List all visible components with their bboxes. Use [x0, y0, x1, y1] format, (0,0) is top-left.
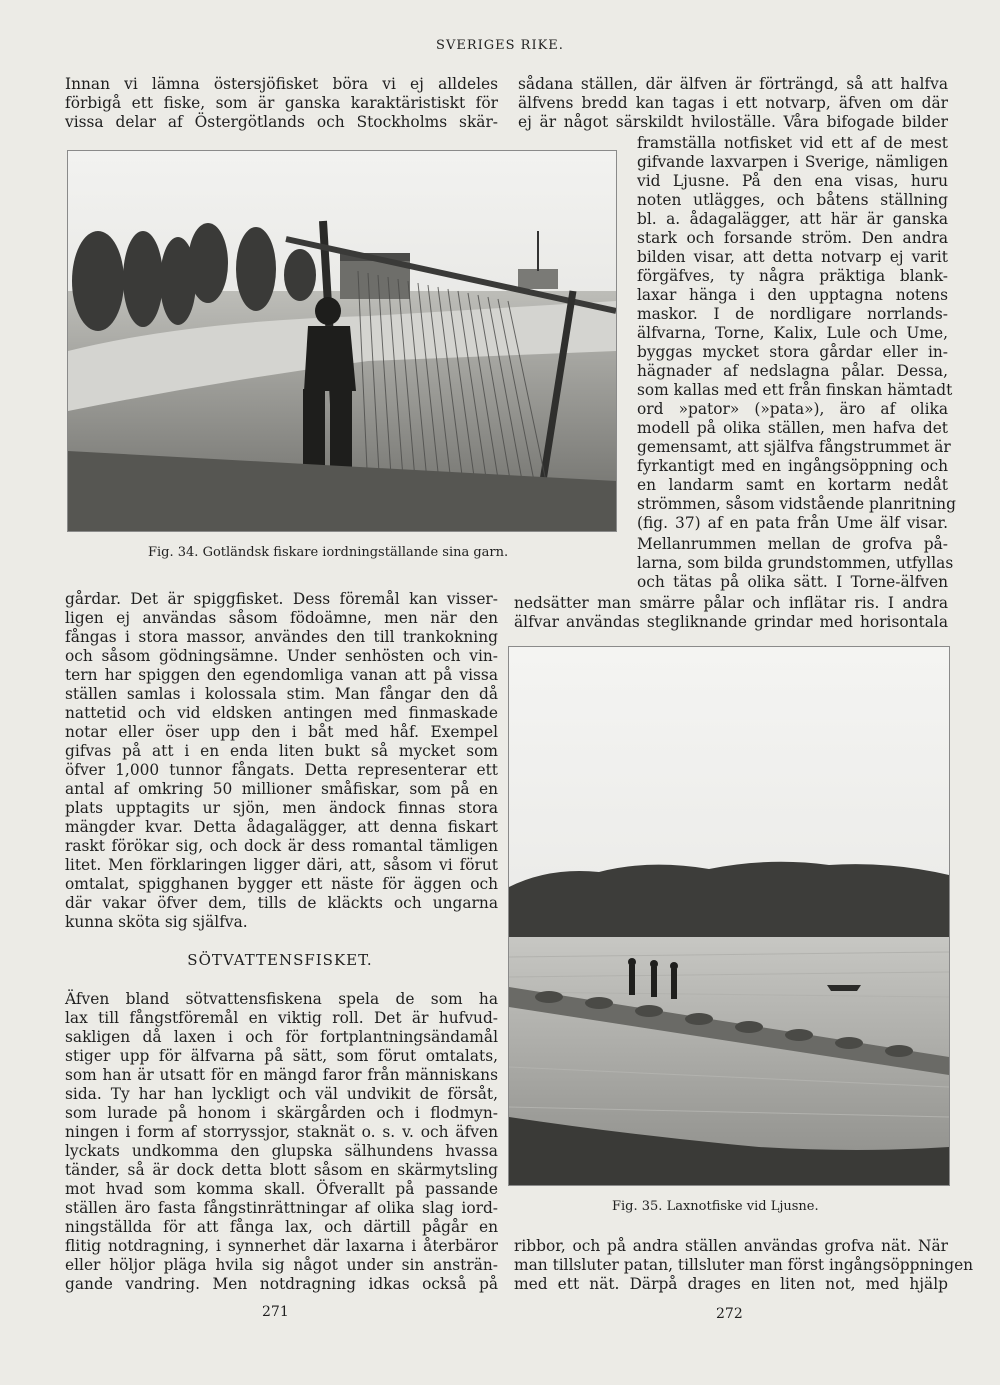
text-line: och såsom gödningsämne. Under senhösten och vin-: [65, 647, 498, 665]
page-number-right: 272: [716, 1306, 743, 1322]
text-line: Innan vi lämna östersjöfisket böra vi ej alldeles: [65, 75, 498, 93]
text-line: ningen i form af storryssjor, staknät o. s. v. och äfven: [65, 1123, 498, 1141]
text-line: nattetid och vid eldsken antingen med finmaskade: [65, 704, 498, 722]
text-line: mot hvad som komma skall. Öfverallt på passande: [65, 1180, 498, 1198]
text-line: raskt förökar sig, och dock är dess romantal tämligen: [65, 837, 498, 855]
text-line: nedsätter man smärre pålar och inflätar ris. I andra: [514, 594, 948, 612]
text-line: bilden visar, att detta notvarp ej varit: [637, 248, 948, 266]
text-line: tänder, så är dock detta blott såsom en skärmytsling: [65, 1161, 498, 1179]
text-line: gårdar. Det är spiggfisket. Dess föremål kan visser-: [65, 590, 498, 608]
figure-34-photo: [67, 150, 617, 532]
text-line: stiger upp för älfvarna på sätt, som förut omtalats,: [65, 1047, 498, 1065]
text-line: antal af omkring 50 millioner småfiskar, som på en: [65, 780, 498, 798]
text-line: flitig notdragning, i synnerhet där laxarna i återbäror: [65, 1237, 498, 1255]
text-line: lax till fångstföremål en viktig roll. Det är hufvud-: [65, 1009, 498, 1027]
page-number-left: 271: [262, 1304, 289, 1320]
text-line: tern har spiggen den egendomliga vanan att på vissa: [65, 666, 498, 684]
text-line: en landarm samt en kortarm nedåt: [637, 476, 948, 494]
text-line: lyckats undkomma den glupska sälhundens hvassa: [65, 1142, 498, 1160]
text-line: noten utlägges, och båtens ställning: [637, 191, 948, 209]
text-line: öfver 1,000 tunnor fångats. Detta representerar ett: [65, 761, 498, 779]
figure-35-photo: [508, 646, 950, 1186]
text-line: kunna sköta sig själfva.: [65, 913, 248, 931]
text-line: hägnader af nedslagna pålar. Dessa,: [637, 362, 948, 380]
text-line: sida. Ty har han lyckligt och väl undvikit de försåt,: [65, 1085, 498, 1103]
text-line: älfvens bredd kan tagas i ett notvarp, äfven om där: [518, 94, 948, 112]
text-line: och tätas på olika sätt. I Torne-älfven: [637, 573, 948, 591]
text-line: förgäfves, ty några präktiga blank-: [637, 267, 948, 285]
running-head: SVERIGES RIKE.: [436, 38, 564, 53]
text-line: sådana ställen, där älfven är förträngd, så att halfva: [518, 75, 948, 93]
text-line: som han är utsatt för en mängd faror från människans: [65, 1066, 498, 1084]
text-line: ningställda för att fånga lax, och därtill pågår en: [65, 1218, 498, 1236]
text-line: bl. a. ådagalägger, att här är ganska: [637, 210, 948, 228]
text-line: Mellanrummen mellan de grofva på-: [637, 535, 948, 553]
text-line: förbigå ett fiske, som är ganska karaktäristiskt för: [65, 94, 498, 112]
text-line: med ett nät. Därpå drages en liten not, med hjälp: [514, 1275, 948, 1293]
figure-35-caption: Fig. 35. Laxnotfiske vid Ljusne.: [612, 1199, 819, 1214]
river-fishing-illustration: [509, 647, 949, 1185]
text-line: strömmen, såsom vidstående planritning: [637, 495, 956, 513]
text-line: plats upptagits ur sjön, men ändock finnas stora: [65, 799, 498, 817]
text-line: (fig. 37) af en pata från Ume älf visar.: [637, 514, 948, 532]
text-line: omtalat, spigghanen bygger ett näste för äggen och: [65, 875, 498, 893]
text-line: eller höljor pläga hvila sig något under sin ansträn-: [65, 1256, 498, 1274]
text-line: larna, som bilda grundstommen, utfyllas: [637, 554, 954, 572]
text-line: litet. Men förklaringen ligger däri, att, såsom vi förut: [65, 856, 498, 874]
text-line: sakligen då laxen i och för fortplantningsändamål: [65, 1028, 498, 1046]
text-line: framställa notfisket vid ett af de mest: [637, 134, 948, 152]
text-line: laxar hänga i den upptagna notens: [637, 286, 948, 304]
text-line: fyrkantigt med en ingångsöppning och: [637, 457, 948, 475]
text-line: gifvas på att i en enda liten bukt så mycket som: [65, 742, 498, 760]
text-line: gande vandring. Men notdragning idkas också på: [65, 1275, 498, 1293]
text-line: fångas i stora massor, användes den till trankokning: [65, 628, 498, 646]
text-line: maskor. I de nordligare norrlands-: [637, 305, 948, 323]
text-line: älfvarna, Torne, Kalix, Lule och Ume,: [637, 324, 948, 342]
text-line: notar eller öser upp den i båt med håf. Exempel: [65, 723, 498, 741]
text-line: där vakar öfver dem, tills de kläckts och ungarna: [65, 894, 498, 912]
text-line: modell på olika ställen, men hafva det: [637, 419, 948, 437]
text-line: gifvande laxvarpen i Sverige, nämligen: [637, 153, 948, 171]
text-line: som kallas med ett från finskan hämtadt: [637, 381, 953, 399]
text-line: ställen samlas i kolossala stim. Man fångar den då: [65, 685, 498, 703]
text-line: ribbor, och på andra ställen användas grofva nät. När: [514, 1237, 948, 1255]
text-line: Äfven bland sötvattensfiskena spela de som ha: [65, 990, 498, 1008]
text-line: älfvar användas stegliknande grindar med horisontala: [514, 613, 948, 631]
text-line: byggas mycket stora gårdar eller in-: [637, 343, 948, 361]
text-line: stark och forsande ström. Den andra: [637, 229, 948, 247]
text-line: vissa delar af Östergötlands och Stockholms skär-: [65, 113, 498, 131]
text-line: mängder kvar. Detta ådagalägger, att denna fiskart: [65, 818, 498, 836]
fisherman-illustration: [68, 151, 616, 531]
text-line: ord »pator» (»pata»), äro af olika: [637, 400, 948, 418]
text-line: ställen äro fasta fångstinrättningar af olika slag iord-: [65, 1199, 498, 1217]
text-line: gemensamt, att själfva fångstrummet är: [637, 438, 951, 456]
text-line: ligen ej användas såsom födoämne, men när den: [65, 609, 498, 627]
text-line: vid Ljusne. På den ena visas, huru: [637, 172, 948, 190]
text-line: som lurade på honom i skärgården och i flodmyn-: [65, 1104, 498, 1122]
figure-34-caption: Fig. 34. Gotländsk fiskare iordningställande sina garn.: [148, 545, 509, 560]
section-heading: SÖTVATTENSFISKET.: [187, 951, 373, 969]
text-line: man tillsluter patan, tillsluter man först ingångsöppningen: [514, 1256, 974, 1274]
text-line: ej är något särskildt hviloställe. Våra bifogade bilder: [518, 113, 948, 131]
